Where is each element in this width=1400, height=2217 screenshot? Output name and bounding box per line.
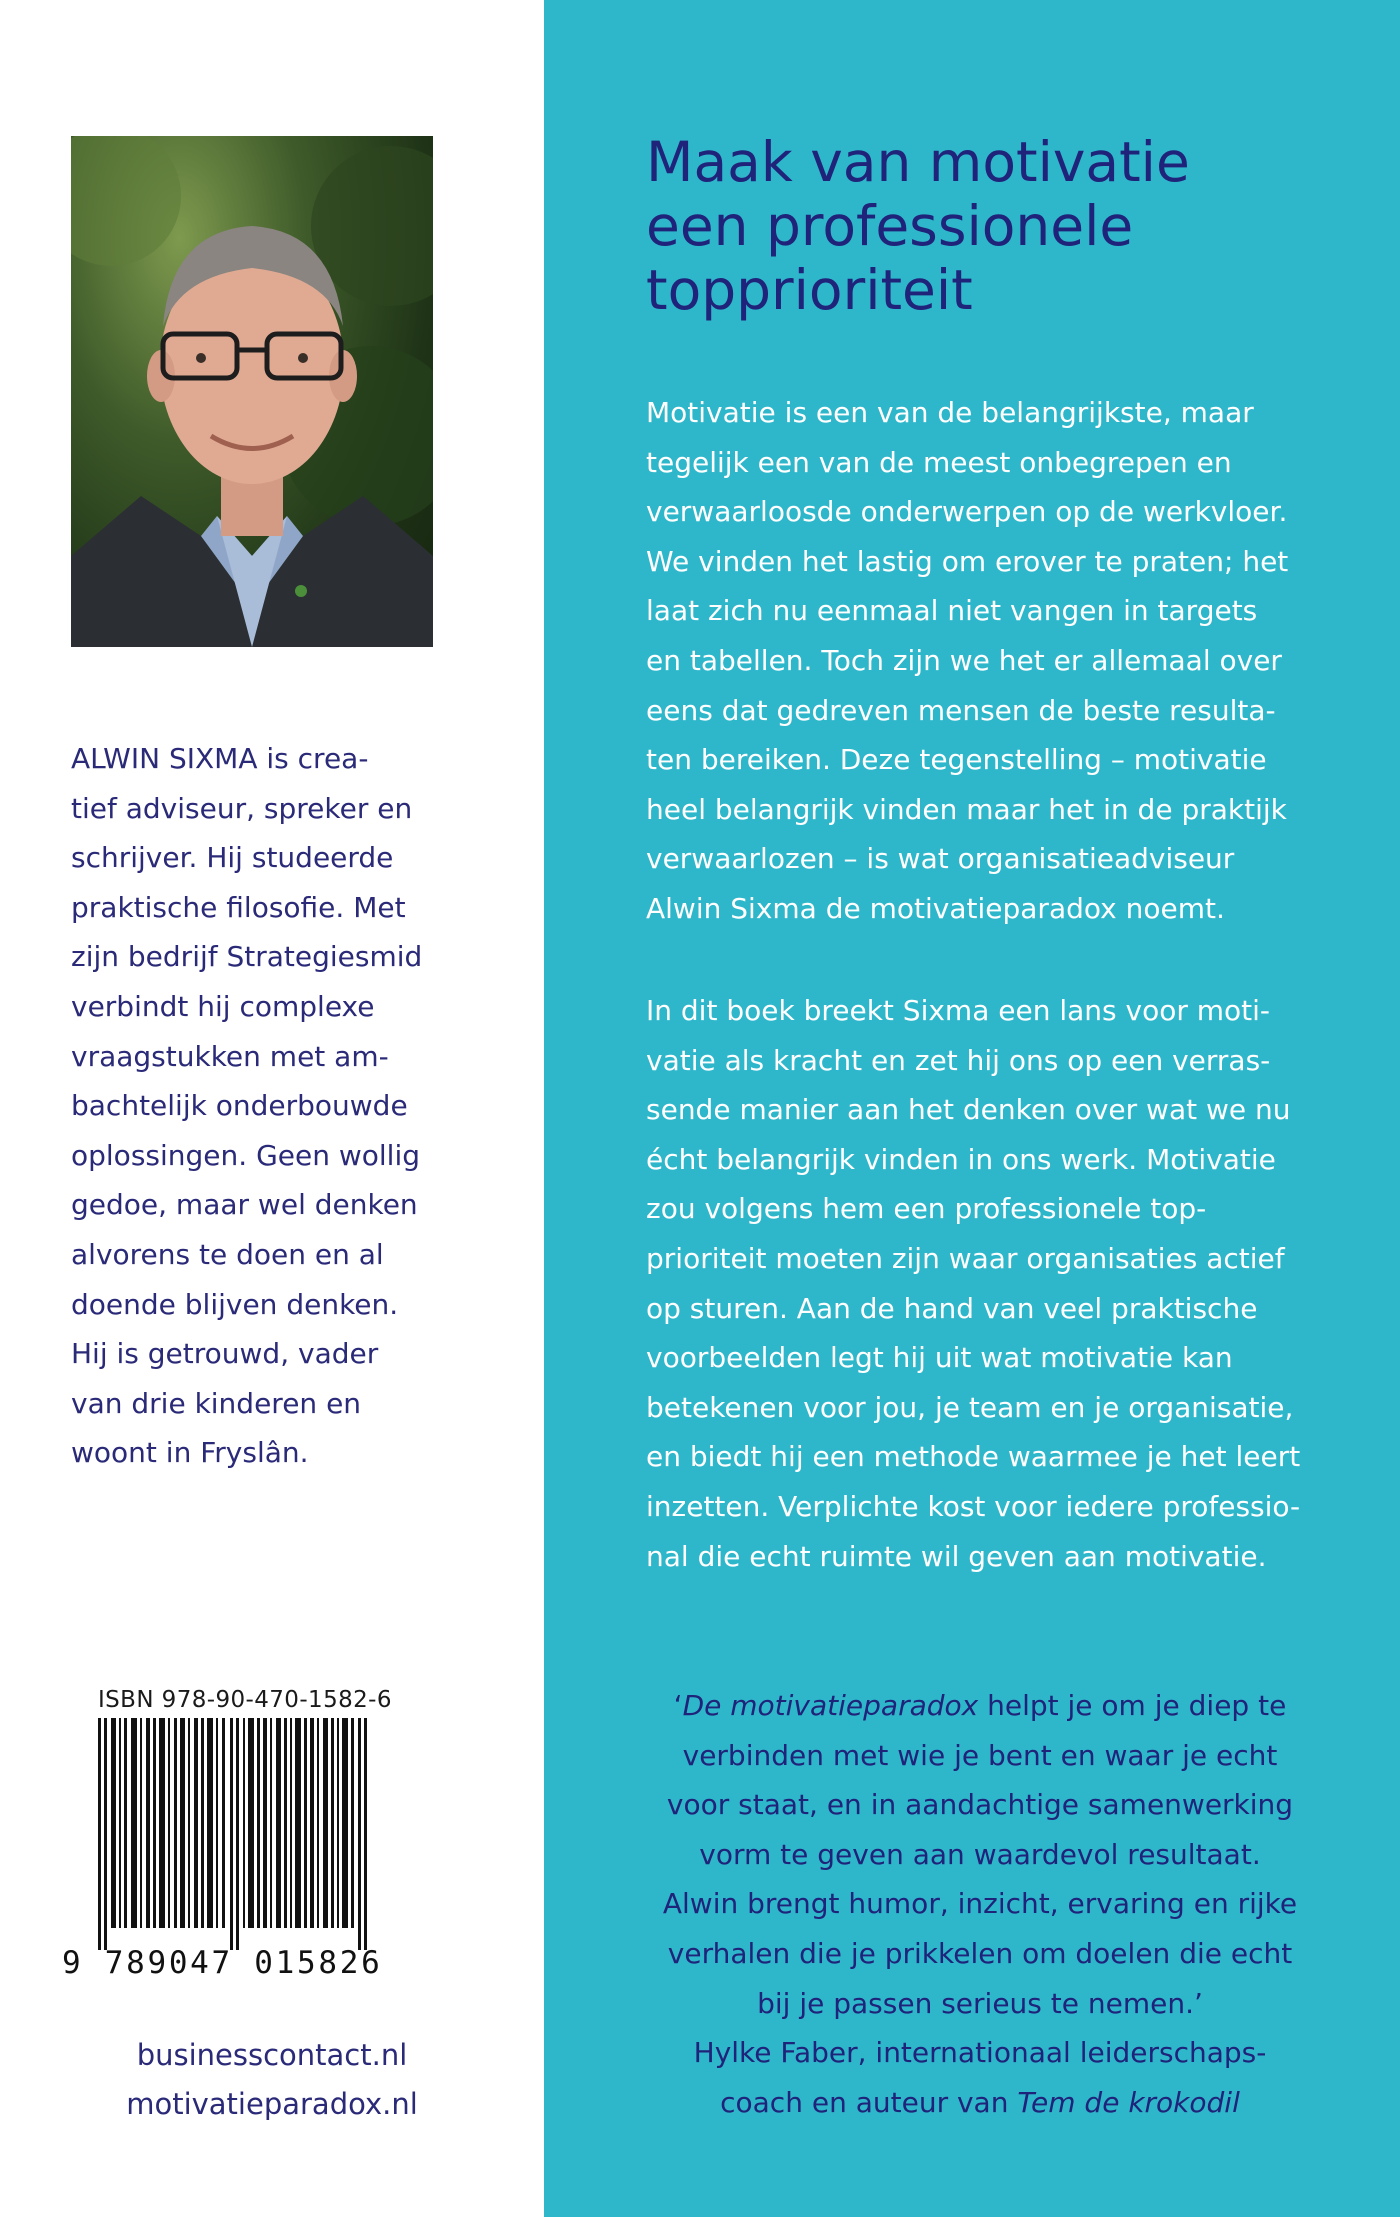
barcode-digits: 9 789047 015826 — [62, 1945, 383, 1981]
barcode — [62, 1718, 402, 1950]
quote-open-mark: ‘ — [673, 1689, 683, 1722]
author-photo — [71, 136, 433, 647]
author-bio: ALWIN SIXMA is crea- tief adviseur, spreker en schrijver. Hij studeerde praktische filosofie. Met zijn bedrijf Strategiesmid verbindt hij complexe vraagstukken met am- bachtelijk onderbouwde oplossingen. Geen wollig gedoe, maar wel denken alvorens te doen en al doende blijven denken. Hij is getrouwd, vader van drie kinderen en woont in Fryslân. — [71, 742, 423, 1470]
left-panel — [0, 0, 544, 2217]
quote-source-title: Tem de krokodil — [1017, 2085, 1240, 2119]
description-paragraph-2: In dit boek breekt Sixma een lans voor moti- vatie als kracht en zet hij ons op een verras- sende manier aan het denken over wat we nu écht belangrijk vinden in ons werk. Motivatie zou volgens hem een professionele top- prioriteit moeten zijn waar organisaties actief op sturen. Aan de hand van veel praktische voorbeelden legt hij uit wat motivatie kan betekenen voor jou, je team en je organisatie, en biedt hij een methode waarmee je het leert inzetten. Verplichte kost voor iedere professio- nal die echt ruimte wil geven aan motivatie. — [646, 994, 1301, 1573]
headline: Maak van motivatie een professionele topprioriteit — [646, 130, 1190, 322]
isbn-label: ISBN 978-90-470-1582-6 — [98, 1687, 392, 1713]
description-paragraph-1: Motivatie is een van de belangrijkste, maar tegelijk een van de meest onbegrepen en verwaarloosde onderwerpen op de werkvloer. We vinden het lastig om erover te praten; het laat zich nu eenmaal niet vangen in targets en tabellen. Toch zijn we het er allemaal over eens dat gedreven mensen de beste resulta- ten bereiken. Deze tegenstelling – motivatie heel belangrijk vinden maar het in de praktijk verwaarlozen – is wat organisatieadviseur Alwin Sixma de motivatieparadox noemt. — [646, 396, 1289, 925]
endorsement-quote — [600, 1681, 1360, 2127]
quote-body: helpt je om je diep te verbinden met wie je bent en waar je echt voor staat, en in aandachtige samenwerking vorm te geven aan waardevol resultaat. Alwin brengt humor, inzicht, ervaring en rijke verhalen die je prikkelen om doelen die echt bij je passen serieus te nemen.’ Hylke Faber, internationaal leiderschaps- coach en auteur van — [662, 1689, 1298, 2119]
quote-book-title: De motivatieparadox — [682, 1689, 979, 1722]
book-website: motivatieparadox.nl — [126, 2087, 418, 2121]
publisher-website: businesscontact.nl — [136, 2038, 408, 2072]
